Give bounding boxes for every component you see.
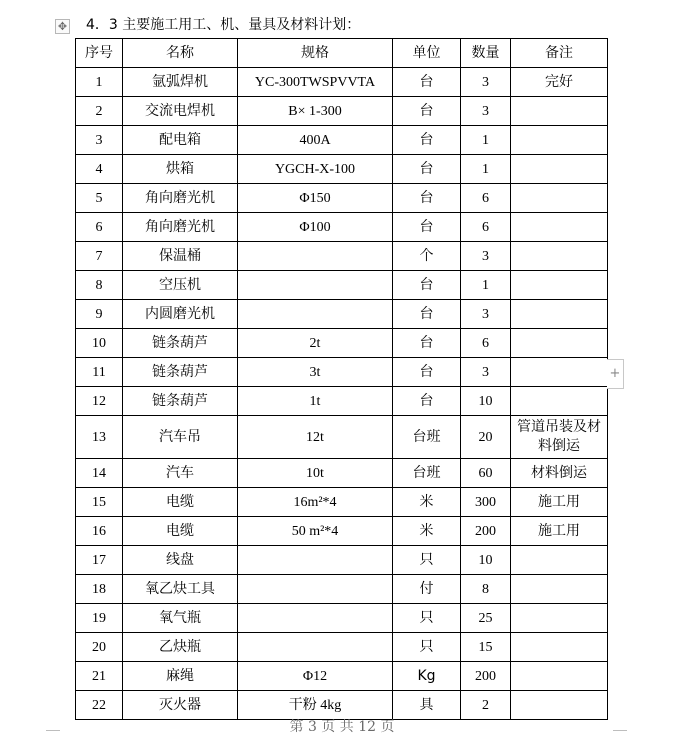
header-index: 序号	[76, 39, 123, 68]
table-row	[76, 488, 608, 517]
cell-name: 链条葫芦	[123, 358, 238, 387]
cell-index: 12	[76, 387, 123, 416]
table-row	[76, 633, 608, 662]
cell-quantity: 200	[461, 662, 511, 691]
header-remark: 备注	[511, 39, 608, 68]
cell-index: 20	[76, 633, 123, 662]
cell-name: 电缆	[123, 517, 238, 546]
table-row	[76, 517, 608, 546]
cell-index: 15	[76, 488, 123, 517]
cell-unit: 具	[393, 691, 461, 720]
cell-name: 交流电焊机	[123, 97, 238, 126]
equipment-material-table	[75, 38, 608, 720]
cell-spec: 2t	[238, 329, 393, 358]
cell-index: 17	[76, 546, 123, 575]
cell-unit: 台	[393, 184, 461, 213]
table-row	[76, 242, 608, 271]
add-row-plus-icon[interactable]: +	[607, 359, 624, 389]
cell-spec: YC-300TWSPVVTA	[238, 68, 393, 97]
cell-spec	[238, 300, 393, 329]
table-row	[76, 604, 608, 633]
cell-index: 9	[76, 300, 123, 329]
cell-name: 链条葫芦	[123, 329, 238, 358]
cell-index: 21	[76, 662, 123, 691]
cell-quantity: 10	[461, 387, 511, 416]
table-row	[76, 416, 608, 459]
cell-index: 6	[76, 213, 123, 242]
table-body	[76, 68, 608, 720]
cell-quantity: 25	[461, 604, 511, 633]
header-unit: 单位	[393, 39, 461, 68]
cell-spec	[238, 633, 393, 662]
cell-name: 电缆	[123, 488, 238, 517]
cell-quantity: 300	[461, 488, 511, 517]
cell-spec: Φ150	[238, 184, 393, 213]
cell-index: 13	[76, 416, 123, 459]
table-row	[76, 575, 608, 604]
cell-unit: Kg	[393, 662, 461, 691]
cell-remark	[511, 329, 608, 358]
cell-spec: 干粉 4kg	[238, 691, 393, 720]
cell-name: 汽车吊	[123, 416, 238, 459]
cell-name: 空压机	[123, 271, 238, 300]
cell-spec	[238, 604, 393, 633]
cell-remark: 施工用	[511, 488, 608, 517]
cell-remark	[511, 358, 608, 387]
cell-unit: 台	[393, 68, 461, 97]
cell-remark	[511, 242, 608, 271]
cell-quantity: 3	[461, 358, 511, 387]
table-row	[76, 126, 608, 155]
cell-spec	[238, 271, 393, 300]
table-row	[76, 155, 608, 184]
cell-remark: 管道吊装及材料倒运	[511, 416, 608, 459]
cell-name: 氧气瓶	[123, 604, 238, 633]
cell-spec: 10t	[238, 459, 393, 488]
cell-index: 22	[76, 691, 123, 720]
cell-spec: Φ12	[238, 662, 393, 691]
cell-quantity: 6	[461, 213, 511, 242]
table-row	[76, 184, 608, 213]
cell-unit: 付	[393, 575, 461, 604]
table-move-handle-icon[interactable]: ✥	[55, 19, 70, 34]
cell-name: 配电箱	[123, 126, 238, 155]
cell-remark: 材料倒运	[511, 459, 608, 488]
cell-name: 内圆磨光机	[123, 300, 238, 329]
cell-unit: 台	[393, 300, 461, 329]
cell-name: 乙炔瓶	[123, 633, 238, 662]
table-row	[76, 459, 608, 488]
cell-index: 8	[76, 271, 123, 300]
cell-quantity: 20	[461, 416, 511, 459]
page-corner-mark	[613, 730, 627, 741]
cell-spec: 3t	[238, 358, 393, 387]
page-corner-mark	[46, 730, 60, 741]
cell-unit: 台	[393, 358, 461, 387]
cell-spec: B× 1-300	[238, 97, 393, 126]
cell-index: 19	[76, 604, 123, 633]
cell-name: 线盘	[123, 546, 238, 575]
table-row	[76, 387, 608, 416]
cell-unit: 台	[393, 126, 461, 155]
cell-index: 5	[76, 184, 123, 213]
cell-quantity: 1	[461, 271, 511, 300]
cell-name: 汽车	[123, 459, 238, 488]
cell-unit: 台班	[393, 416, 461, 459]
cell-quantity: 3	[461, 97, 511, 126]
cell-remark	[511, 546, 608, 575]
cell-remark: 完好	[511, 68, 608, 97]
cell-index: 1	[76, 68, 123, 97]
cell-quantity: 6	[461, 329, 511, 358]
cell-remark: 施工用	[511, 517, 608, 546]
table-row	[76, 329, 608, 358]
cell-index: 14	[76, 459, 123, 488]
page-footer: 第 3 页 共 12 页	[289, 719, 395, 735]
cell-unit: 只	[393, 633, 461, 662]
cell-unit: 台	[393, 329, 461, 358]
cell-name: 烘箱	[123, 155, 238, 184]
cell-name: 麻绳	[123, 662, 238, 691]
cell-name: 灭火器	[123, 691, 238, 720]
cell-index: 10	[76, 329, 123, 358]
cell-remark	[511, 271, 608, 300]
cell-quantity: 8	[461, 575, 511, 604]
cell-name: 角向磨光机	[123, 213, 238, 242]
cell-remark	[511, 97, 608, 126]
cell-quantity: 2	[461, 691, 511, 720]
cell-spec: 50 m²*4	[238, 517, 393, 546]
cell-remark	[511, 575, 608, 604]
cell-name: 保温桶	[123, 242, 238, 271]
table-row	[76, 546, 608, 575]
cell-unit: 台	[393, 387, 461, 416]
cell-index: 18	[76, 575, 123, 604]
cell-remark	[511, 213, 608, 242]
cell-quantity: 1	[461, 155, 511, 184]
cell-unit: 只	[393, 546, 461, 575]
cell-index: 3	[76, 126, 123, 155]
table-row	[76, 300, 608, 329]
cell-spec: 400A	[238, 126, 393, 155]
cell-spec	[238, 546, 393, 575]
cell-name: 氩弧焊机	[123, 68, 238, 97]
cell-index: 7	[76, 242, 123, 271]
cell-unit: 个	[393, 242, 461, 271]
cell-quantity: 6	[461, 184, 511, 213]
cell-index: 16	[76, 517, 123, 546]
header-quantity: 数量	[461, 39, 511, 68]
cell-spec: YGCH-X-100	[238, 155, 393, 184]
table-header-row	[76, 39, 608, 68]
cell-spec	[238, 242, 393, 271]
cell-unit: 米	[393, 517, 461, 546]
cell-quantity: 3	[461, 68, 511, 97]
cell-unit: 台	[393, 155, 461, 184]
cell-quantity: 200	[461, 517, 511, 546]
table-row	[76, 662, 608, 691]
cell-unit: 台班	[393, 459, 461, 488]
cell-quantity: 3	[461, 300, 511, 329]
table-row	[76, 68, 608, 97]
cell-name: 角向磨光机	[123, 184, 238, 213]
cell-quantity: 10	[461, 546, 511, 575]
cell-remark	[511, 387, 608, 416]
cell-index: 11	[76, 358, 123, 387]
table-row	[76, 213, 608, 242]
cell-index: 4	[76, 155, 123, 184]
table-row	[76, 271, 608, 300]
cell-remark	[511, 662, 608, 691]
cell-remark	[511, 184, 608, 213]
section-heading: 4．3 主要施工用工、机、量具及材料计划：	[86, 17, 361, 33]
table-row	[76, 97, 608, 126]
cell-spec	[238, 575, 393, 604]
cell-quantity: 15	[461, 633, 511, 662]
cell-index: 2	[76, 97, 123, 126]
cell-remark	[511, 633, 608, 662]
cell-quantity: 3	[461, 242, 511, 271]
cell-remark	[511, 155, 608, 184]
cell-unit: 台	[393, 271, 461, 300]
cell-remark	[511, 126, 608, 155]
cell-remark	[511, 300, 608, 329]
cell-unit: 台	[393, 97, 461, 126]
cell-remark	[511, 604, 608, 633]
cell-unit: 只	[393, 604, 461, 633]
cell-spec: 1t	[238, 387, 393, 416]
header-name: 名称	[123, 39, 238, 68]
cell-unit: 台	[393, 213, 461, 242]
cell-name: 氧乙炔工具	[123, 575, 238, 604]
cell-spec: Φ100	[238, 213, 393, 242]
table-row	[76, 358, 608, 387]
cell-quantity: 1	[461, 126, 511, 155]
cell-unit: 米	[393, 488, 461, 517]
cell-name: 链条葫芦	[123, 387, 238, 416]
cell-spec: 16m²*4	[238, 488, 393, 517]
cell-quantity: 60	[461, 459, 511, 488]
header-spec: 规格	[238, 39, 393, 68]
cell-spec: 12t	[238, 416, 393, 459]
